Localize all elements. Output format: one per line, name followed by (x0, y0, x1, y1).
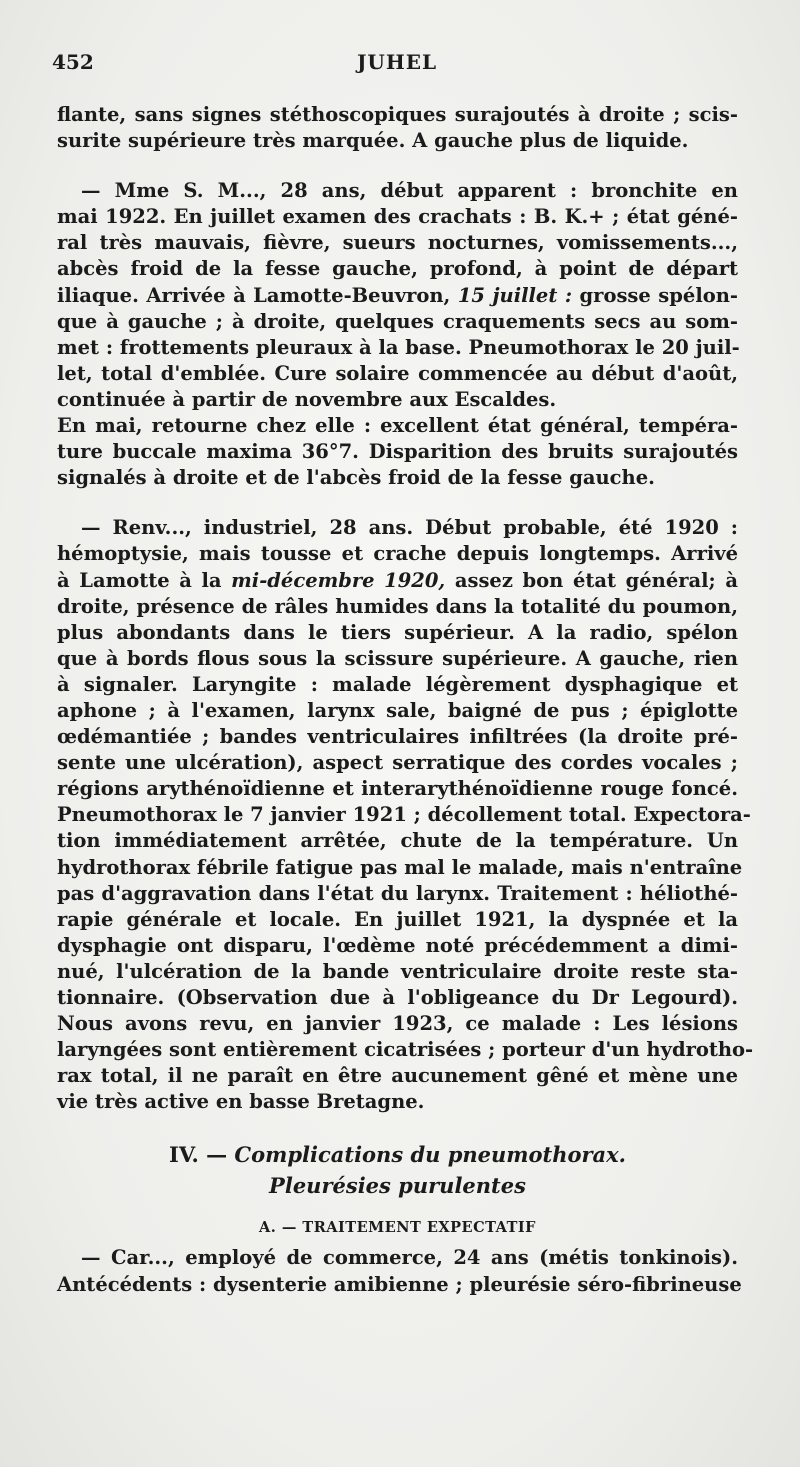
text-line-with-italic (57, 283, 738, 309)
text-line: — Mme S. M..., 28 ans, début apparent : bronchite en (81, 179, 738, 203)
text-line: laryngées sont entièrement cicatrisées ; porteur d'un hydrotho- (57, 1038, 754, 1062)
text-line: pas d'aggravation dans l'état du larynx. Traitement : héliothé- (57, 881, 738, 905)
text-line: régions arythénoïdienne et interarythénoïdienne rouge foncé. (57, 777, 738, 801)
text-line: que à gauche ; à droite, quelques craquements secs au som- (57, 309, 738, 333)
text-line: Antécédents : dysenterie amibienne ; pleurésie séro-fibrineuse (57, 1272, 742, 1296)
text-line: nué, l'ulcération de la bande ventriculaire droite reste sta- (57, 959, 738, 983)
text-line: — Renv..., industriel, 28 ans. Début probable, été 1920 : (81, 516, 738, 540)
text-line: droite, présence de râles humides dans la totalité du poumon, (57, 594, 738, 618)
text-line: rapie générale et locale. En juillet 1921, la dyspnée et la (57, 907, 738, 931)
text-line: mai 1922. En juillet examen des crachats : B. K.+ ; état géné- (57, 205, 738, 229)
text-line: rax total, il ne paraît en être aucunement gêné et mène une (57, 1064, 738, 1088)
section-subtitle-italic: Pleurésies purulentes (269, 1173, 526, 1199)
text-line: hémoptysie, mais tousse et crache depuis longtemps. Arrivé (57, 542, 738, 566)
italic-date: mi-décembre 1920, (231, 568, 446, 592)
text-line: sente une ulcération), aspect serratique des cordes vocales ; (57, 751, 738, 775)
text-line: — Car..., employé de commerce, 24 ans (métis tonkinois). (81, 1246, 738, 1270)
text-fragment: assez bon état général; à (454, 568, 738, 592)
section-title (57, 1139, 738, 1170)
text-line: Nous avons revu, en janvier 1923, ce malade : Les lésions (57, 1012, 738, 1036)
text-line: que à bords flous sous la scissure supérieure. A gauche, rien (57, 646, 738, 670)
text-line-with-italic (57, 568, 738, 594)
text-line: Pneumothorax le 7 janvier 1921 ; décollement total. Expectora- (57, 803, 751, 827)
text-line: tion immédiatement arrêtée, chute de la température. Un (57, 829, 738, 853)
text-line: œdémantiée ; bandes ventriculaires infiltrées (la droite pré- (57, 725, 738, 749)
text-fragment: iliaque. Arrivée à Lamotte-Beuvron, (57, 283, 451, 307)
text-line: tionnaire. (Observation due à l'obligeance du Dr Legourd). (57, 986, 738, 1009)
text-line: aphone ; à l'examen, larynx sale, baigné de pus ; épiglotte (57, 698, 738, 722)
text-line: ral très mauvais, fièvre, sueurs nocturnes, vomissements..., (57, 231, 738, 255)
text-line: plus abondants dans le tiers supérieur. A la radio, spélon (57, 620, 738, 644)
text-line: met : frottements pleuraux à la base. Pneumothorax le 20 juil- (57, 335, 740, 359)
text-line: dysphagie ont disparu, l'œdème noté précédemment a dimi- (57, 933, 738, 957)
page-header (52, 50, 742, 80)
text-line: En mai, retourne chez elle : excellent état général, tempéra- (57, 414, 738, 438)
text-line: signalés à droite et de l'abcès froid de la fesse gauche. (57, 466, 655, 490)
text-line: abcès froid de la fesse gauche, profond, à point de départ (57, 257, 738, 281)
text-line: surite supérieure très marquée. A gauche plus de liquide. (57, 129, 689, 153)
section-numeral: IV. — (169, 1142, 228, 1168)
text-fragment: grosse spélon- (579, 283, 738, 307)
text-line: ture buccale maxima 36°7. Disparition des bruits surajoutés (57, 440, 738, 464)
text-line: let, total d'emblée. Cure solaire commencée au début d'août, (57, 361, 738, 385)
text-line: flante, sans signes stéthoscopiques surajoutés à droite ; scis- (57, 103, 738, 126)
subsection-heading: A. — TRAITEMENT EXPECTATIF (259, 1219, 536, 1237)
page-body (57, 102, 754, 1298)
section-title-text: Complications du pneumothorax. (234, 1142, 626, 1168)
running-title: JUHEL (356, 50, 438, 74)
text-line: continuée à partir de novembre aux Escaldes. (57, 387, 557, 411)
italic-date: 15 juillet : (457, 283, 573, 307)
page-number: 452 (52, 50, 94, 74)
text-fragment: à Lamotte à la (57, 568, 222, 592)
text-line: vie très active en basse Bretagne. (57, 1090, 425, 1114)
text-line: hydrothorax fébrile fatigue pas mal le malade, mais n'entraîne (57, 855, 743, 879)
text-line: à signaler. Laryngite : malade légèrement dysphagique et (57, 672, 738, 696)
